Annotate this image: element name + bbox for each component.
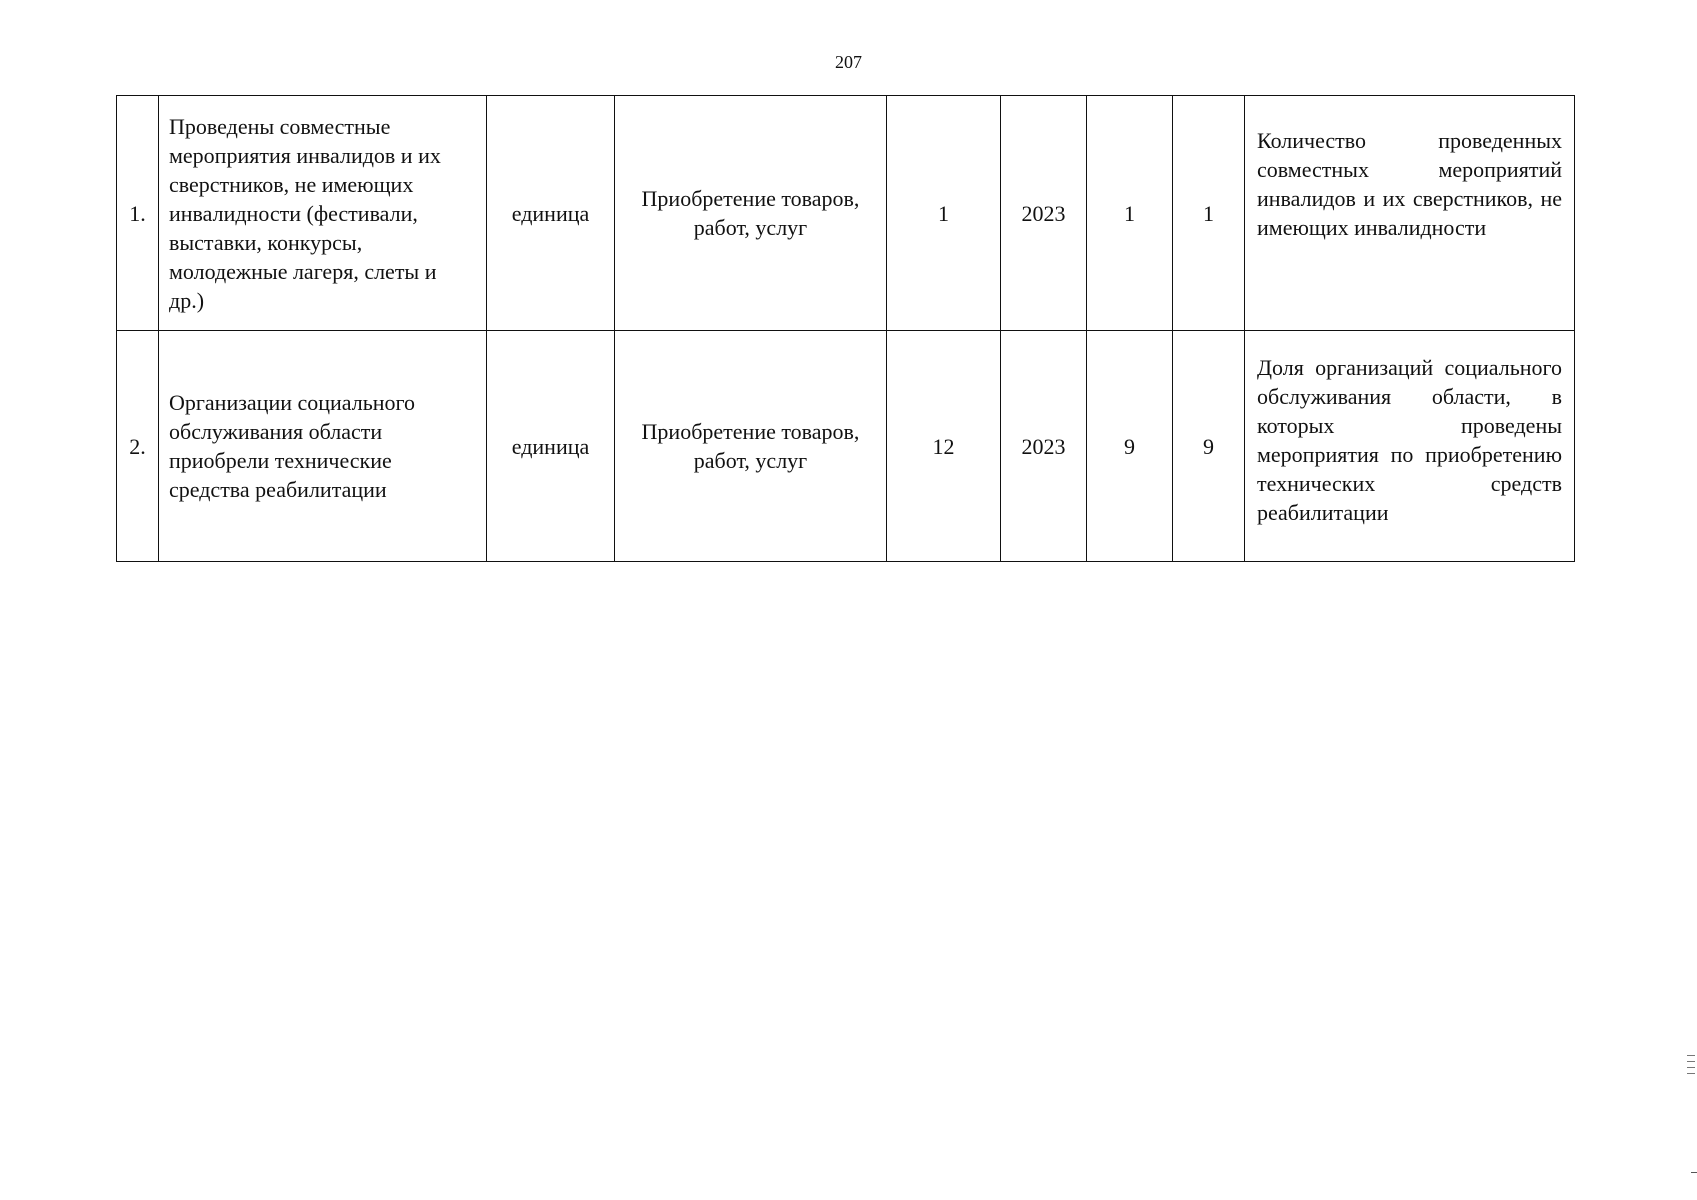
value-cell: 1 bbox=[887, 96, 1001, 331]
indicator-description: Количество проведенных совместных мероприятий инвалидов и их сверстников, не имеющих инвалидности bbox=[1245, 96, 1575, 331]
activity-type: Приобретение товаров, работ, услуг bbox=[615, 96, 887, 331]
unit-of-measure: единица bbox=[487, 96, 615, 331]
table-row bbox=[117, 331, 1575, 562]
value-cell: 9 bbox=[1087, 331, 1173, 562]
unit-of-measure: единица bbox=[487, 331, 615, 562]
activities-table bbox=[116, 95, 1575, 562]
row-number: 1. bbox=[117, 96, 159, 331]
activity-name: Проведены совместные мероприятия инвалидов и их сверстников, не имеющих инвалидности (фестивали, выставки, конкурсы, молодежные лагеря, слеты и др.) bbox=[159, 96, 487, 331]
row-number: 2. bbox=[117, 331, 159, 562]
value-cell: 1 bbox=[1087, 96, 1173, 331]
table-row bbox=[117, 96, 1575, 331]
activity-name: Организации социального обслуживания области приобрели технические средства реабилитации bbox=[159, 331, 487, 562]
value-cell: 12 bbox=[887, 331, 1001, 562]
value-cell: 9 bbox=[1173, 331, 1245, 562]
activity-type: Приобретение товаров, работ, услуг bbox=[615, 331, 887, 562]
scan-margin-dash bbox=[1691, 1172, 1697, 1173]
value-cell: 1 bbox=[1173, 96, 1245, 331]
year-cell: 2023 bbox=[1001, 331, 1087, 562]
scan-margin-marks bbox=[1683, 1050, 1697, 1074]
year-cell: 2023 bbox=[1001, 96, 1087, 331]
indicator-description: Доля организаций социального обслуживания области, в которых проведены мероприятия по приобретению технических средств реабилитации bbox=[1245, 331, 1575, 562]
page-number: 207 bbox=[835, 52, 862, 72]
